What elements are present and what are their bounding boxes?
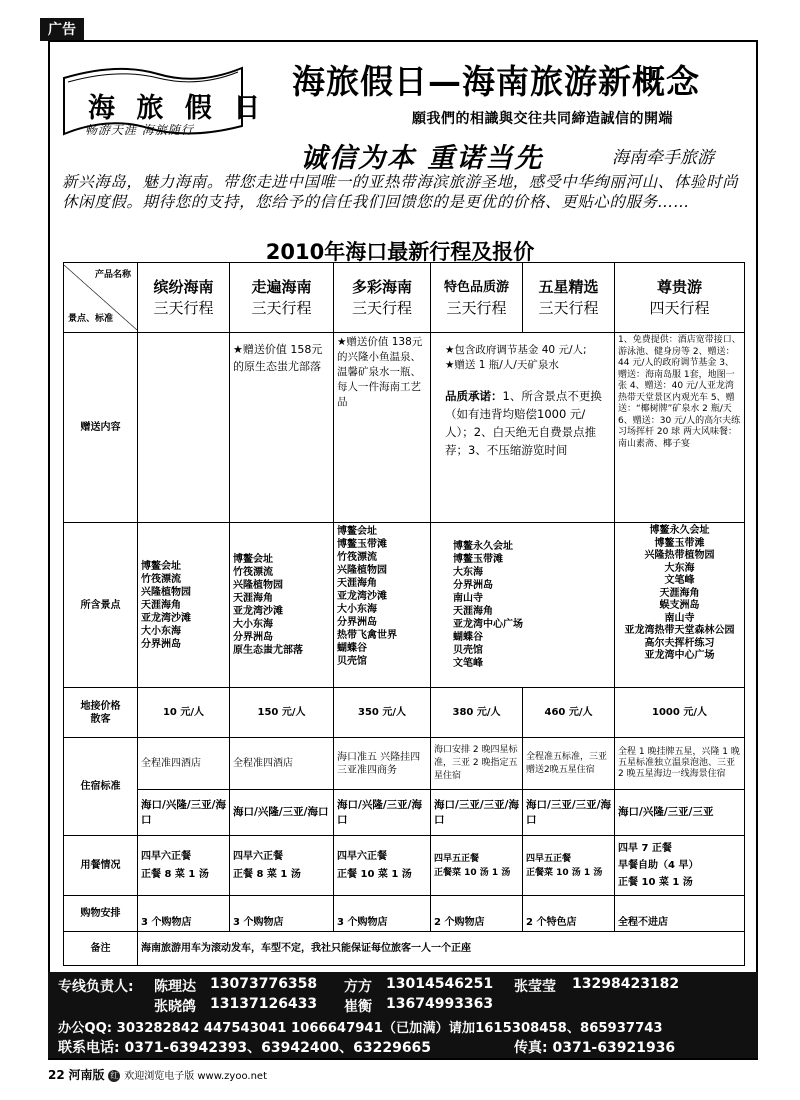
corner-header bbox=[64, 265, 137, 330]
hotel-cell: 全程准五标准，三亚赠送2晚五星住宿 bbox=[523, 738, 615, 790]
hotel-cell: 全程 1 晚挂牌五星，兴隆 1 晚五星标准独立温泉泡池、三亚 2 晚五星海边一线海景住宿 bbox=[615, 738, 745, 790]
list-item: 博鳌永久会址 bbox=[649, 525, 710, 536]
route-cell: 海口/三亚/三亚/海口 bbox=[523, 790, 615, 836]
meal-cell bbox=[334, 836, 431, 896]
meal-cell bbox=[138, 836, 230, 896]
list-item: 文笔峰 bbox=[453, 658, 483, 669]
list-item: 博鳌玉带滩 bbox=[654, 537, 705, 549]
list-item: 正餐 8 菜 1 汤 bbox=[141, 868, 209, 880]
shop-row bbox=[64, 896, 745, 932]
list-item: 竹筏漂流 bbox=[233, 567, 273, 578]
price-cell: 10 元/人 bbox=[138, 688, 230, 738]
list-item: 正餐菜 10 汤 1 汤 bbox=[434, 867, 511, 878]
list-item: 天涯海角 bbox=[453, 606, 493, 617]
product-header bbox=[523, 263, 615, 333]
corner-top-label: 产品名称 bbox=[94, 270, 131, 280]
meal-row bbox=[64, 836, 745, 896]
contact-name: 陈理达 bbox=[154, 979, 196, 995]
shop-cell: 2 个购物店 bbox=[431, 896, 523, 932]
product-days: 三天行程 bbox=[351, 298, 412, 317]
route-cell: 海口/兴隆/三亚/海口 bbox=[230, 790, 334, 836]
ad-tagline: 願我們的相識與交往共同締造誠信的開端 bbox=[412, 111, 673, 127]
ad-motto: 诚信为本 重诺当先 bbox=[300, 143, 544, 174]
product-days: 三天行程 bbox=[251, 298, 312, 317]
list-item: 天涯海角 bbox=[337, 578, 377, 589]
contact-name: 张莹莹 bbox=[514, 979, 556, 995]
gift-cell bbox=[138, 333, 230, 523]
product-name: 走遍海南 bbox=[251, 277, 312, 296]
list-item: 博鳌玉带滩 bbox=[337, 539, 387, 550]
list-item: 大小东海 bbox=[337, 604, 377, 615]
note-row bbox=[64, 932, 745, 966]
logo-name: 海 旅 假 日 bbox=[88, 93, 267, 124]
list-item: 兴隆植物园 bbox=[337, 565, 387, 576]
hotel-cell: 海口准五 兴隆挂四 三亚准四商务 bbox=[334, 738, 431, 790]
list-item: 四早六正餐 bbox=[337, 850, 387, 862]
row-label-meal: 用餐情况 bbox=[64, 836, 138, 896]
contact-name: 崔衡 bbox=[344, 999, 372, 1015]
corner-bottom-label: 景点、标准 bbox=[68, 314, 114, 324]
list-item: 分界洲岛 bbox=[337, 617, 377, 628]
contact-phone: 13674993363 bbox=[386, 996, 494, 1012]
product-days: 三天行程 bbox=[538, 298, 599, 317]
logo-slogan: 畅游天涯 海旅随行 bbox=[85, 123, 194, 137]
list-item: 正餐 8 菜 1 汤 bbox=[233, 868, 301, 880]
list-item: 文笔峰 bbox=[664, 575, 695, 586]
shop-cell: 3 个购物店 bbox=[138, 896, 230, 932]
list-item: 兴隆热带植物园 bbox=[644, 550, 715, 561]
contact-name: 方方 bbox=[344, 979, 372, 995]
list-item: 蝴蝶谷 bbox=[337, 643, 367, 654]
shop-cell: 3 个购物店 bbox=[230, 896, 334, 932]
list-item: 贝壳馆 bbox=[453, 645, 483, 656]
price-cell: 460 元/人 bbox=[523, 688, 615, 738]
price-cell: 150 元/人 bbox=[230, 688, 334, 738]
row-label-gifts: 赠送内容 bbox=[64, 333, 138, 523]
list-item: 天涯海角 bbox=[141, 599, 181, 611]
list-item: 大东海 bbox=[453, 567, 483, 578]
gift-fund: ★包含政府调节基金 40 元/人; bbox=[445, 344, 587, 356]
price-label-bottom: 散客 bbox=[90, 713, 111, 725]
list-item: 大小东海 bbox=[233, 619, 273, 630]
list-item: 亚龙湾热带天堂森林公园 bbox=[624, 625, 735, 636]
product-header bbox=[615, 263, 745, 333]
list-item: 博鳌会址 bbox=[337, 526, 377, 537]
list-item: 亚龙湾中心广场 bbox=[453, 619, 523, 630]
edition-badge-icon: 红 bbox=[110, 1070, 119, 1080]
list-item: 大小东海 bbox=[141, 625, 181, 637]
list-item: 天涯海角 bbox=[233, 593, 273, 604]
product-name: 特色品质游 bbox=[443, 279, 509, 295]
contact-phone: 13137126433 bbox=[210, 996, 318, 1012]
list-item: 南山寺 bbox=[453, 593, 483, 604]
note-cell: 海南旅游用车为滚动发车，车型不定，我社只能保证每位旅客一人一个正座 bbox=[138, 932, 745, 966]
gift-cell-merged bbox=[431, 333, 615, 523]
price-cell: 1000 元/人 bbox=[615, 688, 745, 738]
price-cell: 350 元/人 bbox=[334, 688, 431, 738]
list-item: 博鳌会址 bbox=[141, 560, 181, 572]
hotel-row bbox=[64, 738, 745, 790]
list-item: 四早六正餐 bbox=[141, 850, 191, 862]
product-header bbox=[431, 263, 523, 333]
list-item: 四早六正餐 bbox=[233, 850, 283, 862]
spots-row bbox=[64, 523, 745, 688]
page-footer bbox=[48, 1066, 267, 1083]
gift-cell: ★赠送价值 158元的原生态蚩尤部落 bbox=[230, 333, 334, 523]
shop-cell: 全程不进店 bbox=[615, 896, 745, 932]
tel-line: 联系电话: 0371-63942393、63942400、63229665 bbox=[58, 1040, 432, 1056]
list-item: 亚龙湾沙滩 bbox=[233, 606, 283, 617]
route-cell: 海口/兴隆/三亚/海口 bbox=[138, 790, 230, 836]
product-days: 四天行程 bbox=[649, 298, 710, 317]
edition-label: 河南版 bbox=[68, 1068, 105, 1082]
quality-promise bbox=[445, 387, 608, 459]
row-label-price bbox=[64, 688, 138, 738]
list-item: 分界洲岛 bbox=[453, 580, 493, 591]
product-header bbox=[230, 263, 334, 333]
product-name: 尊贵游 bbox=[656, 277, 702, 296]
list-item: 亚龙湾中心广场 bbox=[644, 650, 715, 661]
route-cell: 海口/三亚/三亚/海口 bbox=[431, 790, 523, 836]
agency-slogan: 海南牵手旅游 bbox=[612, 148, 714, 168]
list-item: 博鳌永久会址 bbox=[453, 541, 513, 552]
list-item: 四早 7 正餐 bbox=[618, 843, 672, 854]
list-item: 兴隆植物园 bbox=[141, 586, 191, 598]
list-item: 天涯海角 bbox=[659, 587, 700, 599]
fax-line: 传真: 0371-63921936 bbox=[514, 1040, 676, 1056]
itinerary-price-table bbox=[63, 262, 745, 966]
hotel-cell: 海口安排 2 晚四星标准，三亚 2 晚指定五星住宿 bbox=[431, 738, 523, 790]
product-name: 多彩海南 bbox=[351, 277, 412, 296]
hotel-cell: 全程准四酒店 bbox=[138, 738, 230, 790]
list-item: 高尔夫挥杆练习 bbox=[644, 637, 715, 649]
list-item: 四早五正餐 bbox=[526, 853, 572, 864]
list-item: 正餐菜 10 汤 1 汤 bbox=[526, 867, 603, 878]
product-days: 三天行程 bbox=[153, 298, 214, 317]
table-header-row bbox=[64, 263, 745, 333]
spots-cell-merged bbox=[431, 523, 615, 688]
contact-phone: 13298423182 bbox=[572, 976, 680, 992]
route-cell: 海口/兴隆/三亚/三亚 bbox=[615, 790, 745, 836]
list-item: 分界洲岛 bbox=[141, 638, 181, 650]
qq-line: 办公QQ: 303282842 447543041 1066647941（已加满）请加1615308458、865937743 bbox=[58, 1021, 663, 1036]
spots-cell bbox=[334, 523, 431, 688]
list-item: 博鳌会址 bbox=[233, 554, 273, 565]
list-item: 贝壳馆 bbox=[337, 656, 367, 667]
gift-cell: ★赠送价值 138元的兴隆小鱼温泉、温馨矿泉水一瓶、每人一件海南工艺品 bbox=[334, 333, 431, 523]
route-row bbox=[64, 790, 745, 836]
meal-cell bbox=[615, 836, 745, 896]
list-item: 原生态蚩尤部落 bbox=[233, 645, 303, 656]
list-item: 竹筏漂流 bbox=[141, 573, 181, 585]
leader-label: 专线负责人: bbox=[58, 979, 134, 995]
list-item: 博鳌玉带滩 bbox=[453, 554, 503, 565]
meal-cell bbox=[431, 836, 523, 896]
table-title: 2010年海口最新行程及报价 bbox=[265, 240, 535, 264]
product-header bbox=[334, 263, 431, 333]
list-item: 蝴蝶谷 bbox=[453, 632, 483, 643]
spots-cell bbox=[615, 523, 745, 688]
quality-promise-text: 1、所含景点不更换（如有违背均赔偿1000 元/人）；2、白天绝无自费景点推荐；3、不压缩游览时间 bbox=[445, 389, 602, 457]
list-item: 大东海 bbox=[664, 562, 695, 574]
row-label-shop: 购物安排 bbox=[64, 896, 138, 932]
ad-tag: 广告 bbox=[40, 18, 84, 41]
ad-title: 海旅假日—海南旅游新概念 bbox=[292, 62, 700, 101]
price-label-top: 地接价格 bbox=[80, 700, 121, 712]
list-item: 四早五正餐 bbox=[434, 853, 480, 864]
meal-cell bbox=[230, 836, 334, 896]
product-name: 五星精选 bbox=[538, 277, 599, 296]
list-item: 早餐自助（4 早） bbox=[618, 860, 699, 871]
product-days: 三天行程 bbox=[446, 298, 507, 317]
list-item: 正餐 10 菜 1 汤 bbox=[337, 868, 412, 880]
row-label-spots: 所含景点 bbox=[64, 523, 138, 688]
site-link[interactable]: 欢迎浏览电子版 www.zyoo.net bbox=[124, 1071, 267, 1082]
gifts-row bbox=[64, 333, 745, 523]
shop-cell: 2 个特色店 bbox=[523, 896, 615, 932]
list-item: 正餐 10 菜 1 汤 bbox=[618, 877, 693, 888]
price-cell: 380 元/人 bbox=[431, 688, 523, 738]
list-item: 竹筏漂流 bbox=[337, 552, 377, 563]
quality-promise-label: 品质承诺： bbox=[445, 389, 503, 403]
contact-footer bbox=[48, 972, 758, 1058]
intro-text: 新兴海岛，魅力海南。带您走进中国唯一的亚热带海滨旅游圣地，感受中华绚丽河山、体验时尚休闲度假。期待您的支持，您给予的信任我们回馈您的是更优的价格、更贴心的服务…… bbox=[62, 173, 739, 211]
list-item: 兴隆植物园 bbox=[233, 580, 283, 591]
list-item: 亚龙湾沙滩 bbox=[337, 591, 387, 602]
spots-cell bbox=[230, 523, 334, 688]
contact-name: 张晓鸽 bbox=[154, 999, 196, 1015]
hotel-cell: 全程准四酒店 bbox=[230, 738, 334, 790]
list-item: 热带飞禽世界 bbox=[337, 630, 397, 641]
list-item: 分界洲岛 bbox=[233, 632, 273, 643]
list-item: 蜈支洲岛 bbox=[659, 600, 700, 611]
page-number: 22 bbox=[48, 1068, 65, 1082]
gift-cell: 1、免费提供：酒店宽带接口、游泳池、健身房等 2、赠送：44 元/人的政府调节基金 3、赠送：海南岛服 1套，地图一张 4、赠送：40 元/人亚龙湾热带天堂景区内观光车 5、赠送：“椰树牌”矿泉水 2 瓶/天 6、赠送：30 元/人的高尔夫练习场挥杆 20 球 两大风味餐：南山素斋、椰子宴 bbox=[615, 333, 745, 523]
price-row bbox=[64, 688, 745, 738]
product-header bbox=[138, 263, 230, 333]
spots-cell bbox=[138, 523, 230, 688]
list-item: 亚龙湾沙滩 bbox=[141, 612, 191, 624]
product-name: 缤纷海南 bbox=[153, 277, 214, 296]
route-cell: 海口/兴隆/三亚/海口 bbox=[334, 790, 431, 836]
shop-cell: 3 个购物店 bbox=[334, 896, 431, 932]
meal-cell bbox=[523, 836, 615, 896]
row-label-note: 备注 bbox=[64, 932, 138, 966]
row-label-hotel: 住宿标准 bbox=[64, 738, 138, 836]
gift-water: ★赠送 1 瓶/人/天矿泉水 bbox=[445, 359, 559, 371]
contact-phone: 13073776358 bbox=[210, 976, 318, 992]
list-item: 南山寺 bbox=[664, 612, 695, 624]
contact-phone: 13014546251 bbox=[386, 976, 494, 992]
